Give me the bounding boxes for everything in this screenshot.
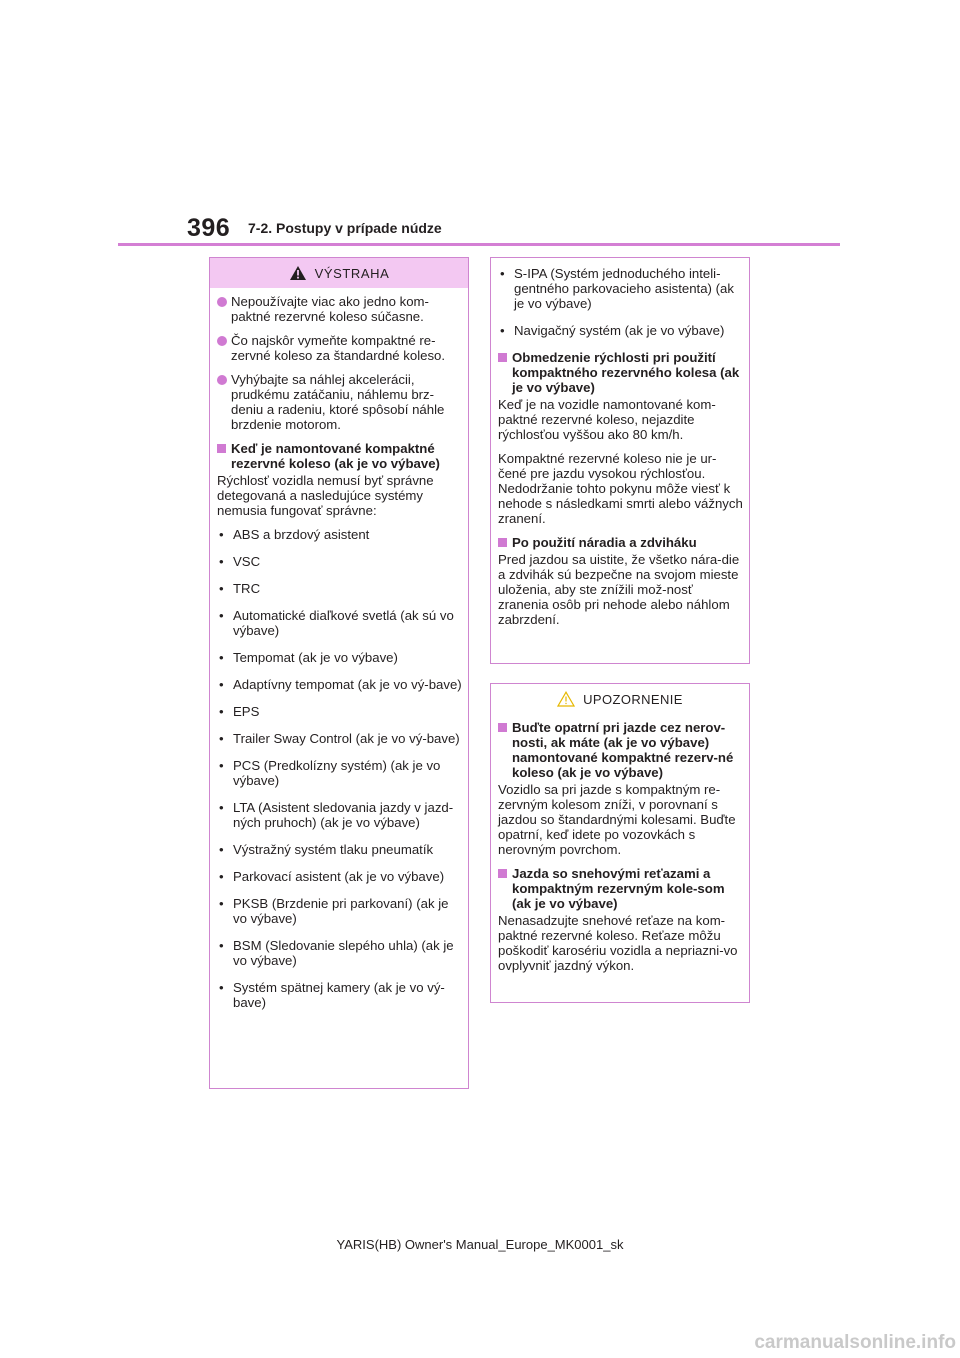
- bullet-mark: •: [219, 869, 224, 884]
- square-bullet-icon: [498, 869, 507, 878]
- list-item: [217, 869, 462, 884]
- list-item-text: VSC: [233, 554, 261, 569]
- paragraph: Keď je na vozidle namontované kom-paktné rezervné koleso, nejazdite rýchlosťou vyššou ako 80 km/h.: [498, 397, 716, 442]
- bullet-mark: •: [219, 896, 224, 911]
- list-item-text: Navigačný systém (ak je vo výbave): [514, 323, 725, 338]
- list-item-text: ABS a brzdový asistent: [233, 527, 370, 542]
- caution-triangle-icon: [557, 691, 575, 707]
- subsection-heading-text: Obmedzenie rýchlosti pri použití kompaktného rezervného kolesa (ak je vo výbave): [512, 350, 740, 395]
- list-item-text: Systém spätnej kamery (ak je vo vý-bave): [233, 980, 445, 1010]
- list-item: [217, 333, 462, 363]
- square-bullet-icon: [498, 538, 507, 547]
- list-item: [217, 581, 462, 596]
- subsection-heading: [498, 866, 743, 911]
- paragraph: Pred jazdou sa uistite, že všetko nára-die a zdvihák sú bezpečne na svojom mieste uloženia, aby ste znížili mož-nosť zranenia osôb pri nehode alebo náhlom zabrzdení.: [498, 552, 740, 627]
- bullet-text: Vyhýbajte sa náhlej akcelerácii, prudkému zatáčaniu, náhlemu brz-deniu a radeniu, ktoré spôsobí náhle brzdenie motorom.: [231, 372, 445, 432]
- caution-title: UPOZORNENIE: [583, 691, 683, 707]
- bullet-mark: •: [219, 581, 224, 596]
- list-item-text: Adaptívny tempomat (ak je vo vý-bave): [233, 677, 462, 692]
- list-item: [217, 677, 462, 692]
- list-item: [217, 608, 462, 638]
- page-number: 396: [187, 214, 231, 242]
- paragraph: Nenasadzujte snehové reťaze na kom-paktné rezervné koleso. Reťaze môžu poškodiť karosériu vozidla a nepriazni-vo ovplyvniť jazdný výkon.: [498, 913, 738, 973]
- bullet-mark: •: [219, 938, 224, 953]
- list-item: [217, 372, 462, 432]
- bullet-mark: •: [219, 731, 224, 746]
- subsection-heading: [498, 350, 743, 395]
- list-item: [498, 266, 743, 311]
- subsection-heading-text: Po použití náradia a zdviháku: [512, 535, 697, 550]
- bullet-dot-icon: [217, 375, 227, 385]
- subsection-heading: [498, 720, 743, 780]
- subsection-heading: [498, 535, 743, 550]
- list-item-text: Parkovací asistent (ak je vo výbave): [233, 869, 445, 884]
- warning-triangle-icon: [289, 265, 307, 281]
- list-item-text: S-IPA (Systém jednoduchého inteli-gentného parkovacieho asistenta) (ak je vo výbave): [514, 266, 734, 311]
- caution-header: [491, 684, 749, 714]
- bullet-mark: •: [219, 800, 224, 815]
- list-item-text: PKSB (Brzdenie pri parkovaní) (ak je vo výbave): [233, 896, 449, 926]
- subsection-heading-text: Buďte opatrní pri jazde cez nerov-nosti, ak máte (ak je vo výbave) namontované kompaktné rezerv-né koleso (ak je vo výbave): [512, 720, 734, 780]
- list-item-text: TRC: [233, 581, 261, 596]
- bullet-mark: •: [219, 677, 224, 692]
- list-item: [217, 896, 462, 926]
- list-item: [217, 800, 462, 830]
- header-rule: [118, 243, 840, 246]
- bullet-dot-icon: [217, 297, 227, 307]
- bullet-mark: •: [219, 980, 224, 995]
- bullet-mark: •: [219, 554, 224, 569]
- paragraph: Kompaktné rezervné koleso nie je ur-čené pre jazdu vysokou rýchlosťou. Nedodržanie tohto pokynu môže viesť k nehode s následkami smrti alebo vážnych zranení.: [498, 451, 743, 526]
- square-bullet-icon: [217, 444, 226, 453]
- bullet-mark: •: [500, 266, 505, 281]
- paragraph: Rýchlosť vozidla nemusí byť správne detegovaná a nasledujúce systémy nemusia fungovať správne:: [217, 473, 434, 518]
- bullet-mark: •: [219, 704, 224, 719]
- list-item: [498, 323, 743, 338]
- list-item: [217, 938, 462, 968]
- list-item-text: Automatické diaľkové svetlá (ak sú vo výbave): [233, 608, 454, 638]
- list-item-text: EPS: [233, 704, 260, 719]
- watermark: carmanualsonline.info: [754, 1332, 956, 1353]
- list-item-text: LTA (Asistent sledovania jazdy v jazd-ných pruhoch) (ak je vo výbave): [233, 800, 454, 830]
- subsection-heading-text: Jazda so snehovými reťazami a kompaktným rezervným kole-som (ak je vo výbave): [512, 866, 725, 911]
- list-item: [217, 554, 462, 569]
- square-bullet-icon: [498, 353, 507, 362]
- paragraph: Vozidlo sa pri jazde s kompaktným re-zervným kolesom zníži, v porovnaní s jazdou so štandardnými kolesami. Buďte opatrní, keď idete po vozovkách s nerovným povrchom.: [498, 782, 736, 857]
- list-item: [217, 650, 462, 665]
- list-item: [217, 731, 462, 746]
- bullet-mark: •: [219, 758, 224, 773]
- list-item: [217, 758, 462, 788]
- bullet-mark: •: [219, 650, 224, 665]
- warning-header: [210, 258, 468, 288]
- list-item: [217, 527, 462, 542]
- list-item: [217, 704, 462, 719]
- bullet-mark: •: [219, 842, 224, 857]
- list-item: [217, 294, 462, 324]
- section-title: 7-2. Postupy v prípade núdze: [248, 220, 442, 236]
- warning-continued-box: [490, 257, 750, 664]
- subsection-heading-text: Keď je namontované kompaktné rezervné koleso (ak je vo výbave): [231, 441, 440, 471]
- list-item: [217, 980, 462, 1010]
- subsection-heading: [217, 441, 462, 471]
- list-item-text: Výstražný systém tlaku pneumatík: [233, 842, 434, 857]
- bullet-mark: •: [219, 527, 224, 542]
- warning-title: VÝSTRAHA: [314, 265, 390, 281]
- list-item-text: PCS (Predkolízny systém) (ak je vo výbave): [233, 758, 441, 788]
- bullet-mark: •: [500, 323, 505, 338]
- footer-text: YARIS(HB) Owner's Manual_Europe_MK0001_sk: [336, 1237, 624, 1252]
- warning-box: [209, 257, 469, 1089]
- list-item: [217, 842, 462, 857]
- caution-box: [490, 683, 750, 1003]
- bullet-text: Čo najskôr vymeňte kompaktné re-zervné koleso za štandardné koleso.: [231, 333, 446, 363]
- list-item-text: Tempomat (ak je vo výbave): [233, 650, 398, 665]
- list-item-text: Trailer Sway Control (ak je vo vý-bave): [233, 731, 460, 746]
- bullet-dot-icon: [217, 336, 227, 346]
- bullet-mark: •: [219, 608, 224, 623]
- square-bullet-icon: [498, 723, 507, 732]
- bullet-text: Nepoužívajte viac ako jedno kom-paktné rezervné koleso súčasne.: [231, 294, 429, 324]
- list-item-text: BSM (Sledovanie slepého uhla) (ak je vo výbave): [233, 938, 454, 968]
